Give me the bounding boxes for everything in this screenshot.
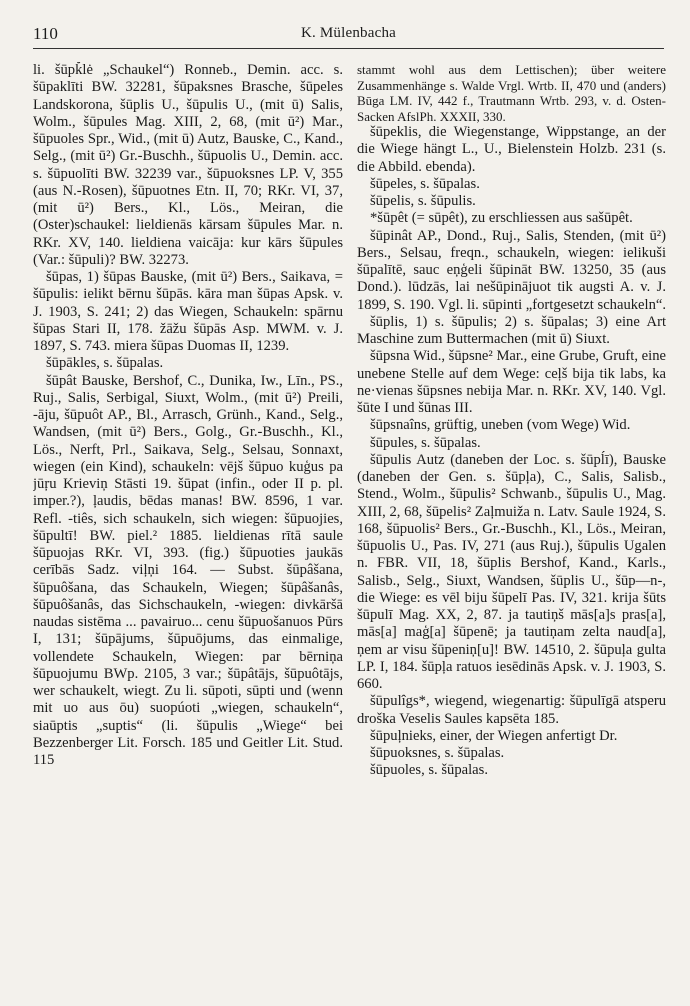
entry-paragraph: stammt wohl aus dem Lettischen); über weitere Zusammenhänge s. Walde Vrgl. Wrtb. II, 470 und (anders) Būga LM. IV, 442 f., Trautmann Wrtb. 293, v. d. Osten-Sacken AfslPh. XXXII, 330. xyxy=(357,62,666,124)
left-column xyxy=(33,62,343,992)
entry-paragraph: šūpuļnieks, einer, der Wiegen anfertigt Dr. xyxy=(370,727,618,744)
entry-paragraph: šūpas, 1) šūpas Bauske, (mit ū²) Bers., Saikava, = šūpulis: ielikt bērnu šūpās. kāra man šūpas Apsk. v. J. 1903, S. 241; 2) das Wiegen, Schaukeln: spārnu šūpas Stari II, 178. žāžu šūpās Asp. MWM. v. J. 1897, S. 743. miera šūpas Duomas II, 1239. xyxy=(33,269,343,354)
page-number: 110 xyxy=(33,24,58,43)
entry-paragraph: šūpelis, s. šūpulis. xyxy=(370,193,476,209)
entry-paragraph: šūpulîgs*, wiegend, wiegenartig: šūpulīgā atsperu droška Veselis Saules kapsēta 185. xyxy=(357,693,666,727)
entry-paragraph: šūpākles, s. šūpalas. xyxy=(46,355,164,372)
entry-paragraph: šūpeles, s. šūpalas. xyxy=(370,175,480,192)
entry-paragraph: šūpules, s. šūpalas. xyxy=(370,434,481,451)
entry-paragraph: šūpinât AP., Dond., Ruj., Salis, Stenden, (mit ū²) Bers., Selsau, freqn., schaukeln, wiegen: ielikuši šūpalītē, sauc eņģeli šūpināt BW. 13250, 35 (aus Dond.). lūdzās, lai nešūpinājuot tik augsti A. v. J. 1899, S. 190. Vgl. li. sūpinti „fortgesetzt schaukeln“. xyxy=(357,227,666,313)
entry-paragraph: šūpuoles, s. šūpalas. xyxy=(370,762,488,779)
entry-paragraph: šūpuoksnes, s. šūpalas. xyxy=(370,745,505,761)
entry-paragraph: šūpulis Autz (daneben der Loc. s. šūpĺī), Bauske (daneben der Gen. s. šūpļa), C., Salis, Salisb., Stend., Wolm., šūpulis² Schwanb., šūpulis U., Mag. XIII, 2, 68, šūpelis² Zaļmuiža n. Latv. Saule 1924, S. 168, šūpuolis² Bers., Gr.-Buschh., Kl., Lös., Meiran, šūpuolis U., Pas. IV, 271 (aus Ruj.), šūpulis Ugalen n. FBR. VII, 18, šūplis Bershof, Kand., Karls., Salisb., Selg., Siuxt, Wandsen, šūplis U., šūp—n-, die Wiege: es vēl biju šūpelī Pas. IV, 321. krija šūts šūpulī Mag. XX, 2, 87. ja tautiņš mās[a]s pras[a], mās[a] maģ[a] šūpenē; ja tautiņam zelta naud[a], ņem ar visu šūpeniņ[u]! BW. 14510, 2. šūpuļa gulta LP. I, 184. šūpļa ratuos iesēdinās Apsk. v. J. 1903, S. 660. xyxy=(357,451,666,692)
entry-paragraph: šūpsna Wid., šūpsne² Mar., eine Grube, Gruft, eine unebene Stelle auf dem Wege: ceļš bija tik labs, ka ne·vienas šūpsnes nebija Mar. n. RKr. XV, 140. Vgl. šūte I und šūnas III. xyxy=(357,348,666,416)
entry-paragraph: šūpsnaîns, grüftig, uneben (vom Wege) Wid. xyxy=(370,417,631,434)
entry-paragraph: šūpeklis, die Wiegenstange, Wippstange, an der die Wiege hängt L., U., Bielenstein Holzb. 231 (s. die Abbild. ebenda). xyxy=(357,124,666,175)
entry-paragraph: *šūpêt (= sūpêt), zu erschliessen aus sašūpêt. xyxy=(370,210,633,227)
right-column xyxy=(357,62,666,992)
running-title: K. Mülenbacha xyxy=(300,25,397,41)
entry-paragraph: šūplis, 1) s. šūpulis; 2) s. šūpalas; 3) eine Art Maschine zum Buttermachen (mit ū) Siuxt. xyxy=(357,313,666,347)
entry-paragraph: li. šūpǩlė „Schaukel“) Ronneb., Demin. acc. s. šūpaklīti BW. 32281, šūpaksnes Brasche, šūpeles Landskorona, šūplis U., šūpulis U., (mit ū) Salis, Wolm., šūpules Mag. XIII, 2, 68, (mit ū²) Mar., šūpuoles Spr., Wid., (mit ū) Autz, Bauske, C., Kand., Selg., (mit ū²) Gr.-Buschh., šūpuolis U., Demin. acc. s. šūpuolīti BW. 32239 var., šūpuoksnes LP. V, 355 (aus N.-Rosen), šūpuotnes Etn. II, 70; RKr. VI, 37, (mit ū²) Bers., Kl., Lös., Meiran, die (Oster)schaukel: lieldienās kārsam šūpules Mar. n. RKr. XV, 140. lieldiena vaicāja: kur kārs šūpules (Var.: šūpuli)? BW. 32273. xyxy=(33,62,343,268)
page-header xyxy=(33,22,664,49)
entry-paragraph: šūpât Bauske, Bershof, C., Dunika, Iw., Līn., PS., Ruj., Salis, Serbigal, Siuxt, Wolm., (mit ū²) Preili, -āju, šūpuôt AP., Bl., Arrasch, Grünh., Kand., Selg., Wandsen, (mit ū²) Bers., Golg., Gr.-Buschh., Kl., Lös., Nerft, Prl., Saikava, Selg., Selsau, Sonnaxt, wiegen (ein Kind), schaukeln: vējš šūpuo kuģus pa jūŗu Krieviņ Stāsti 19. šūpat (infin., oder II p. pl. imper.?), ļaudis, bēdas manas! BW. 8596, 1 var. Refl. -tiês, sich schaukeln, sich wiegen: šūpuojies, šūpultī! BW. piel.² 1885. lieldienas rītā saule šūpuojas RKr. VI, 393. (fig.) šūpuoties jaukās cerībās Sadz. viļņi 164. — Subst. šūpâšana, šūpuôšana, das Schaukeln, Wiegen; šūpâšanâs, šūpuôšanâs, das Sichschaukeln, -wiegen: divkāršā naudas sistēma ... pavairuo... cenu šūpuošanuos Pūrs I, 131; šūpājums, šūpuōjums, das einmalige, vollendete Schaukeln, Wiegen: par bērniņa šūpuojumu BWp. 2105, 3 var.; šūpâtājs, šūpuôtājs, wer schaukelt, wiegt. Zu li. sūpoti, sūpti und (wenn mit uo aus ōu) suopúoti „wiegen, schaukeln“, siaūptis „suptis“ (li. šūpulis „Wiege“ bei Bezzenberger Lit. Forsch. 185 und Geitler Lit. Stud. 115 xyxy=(33,372,343,768)
